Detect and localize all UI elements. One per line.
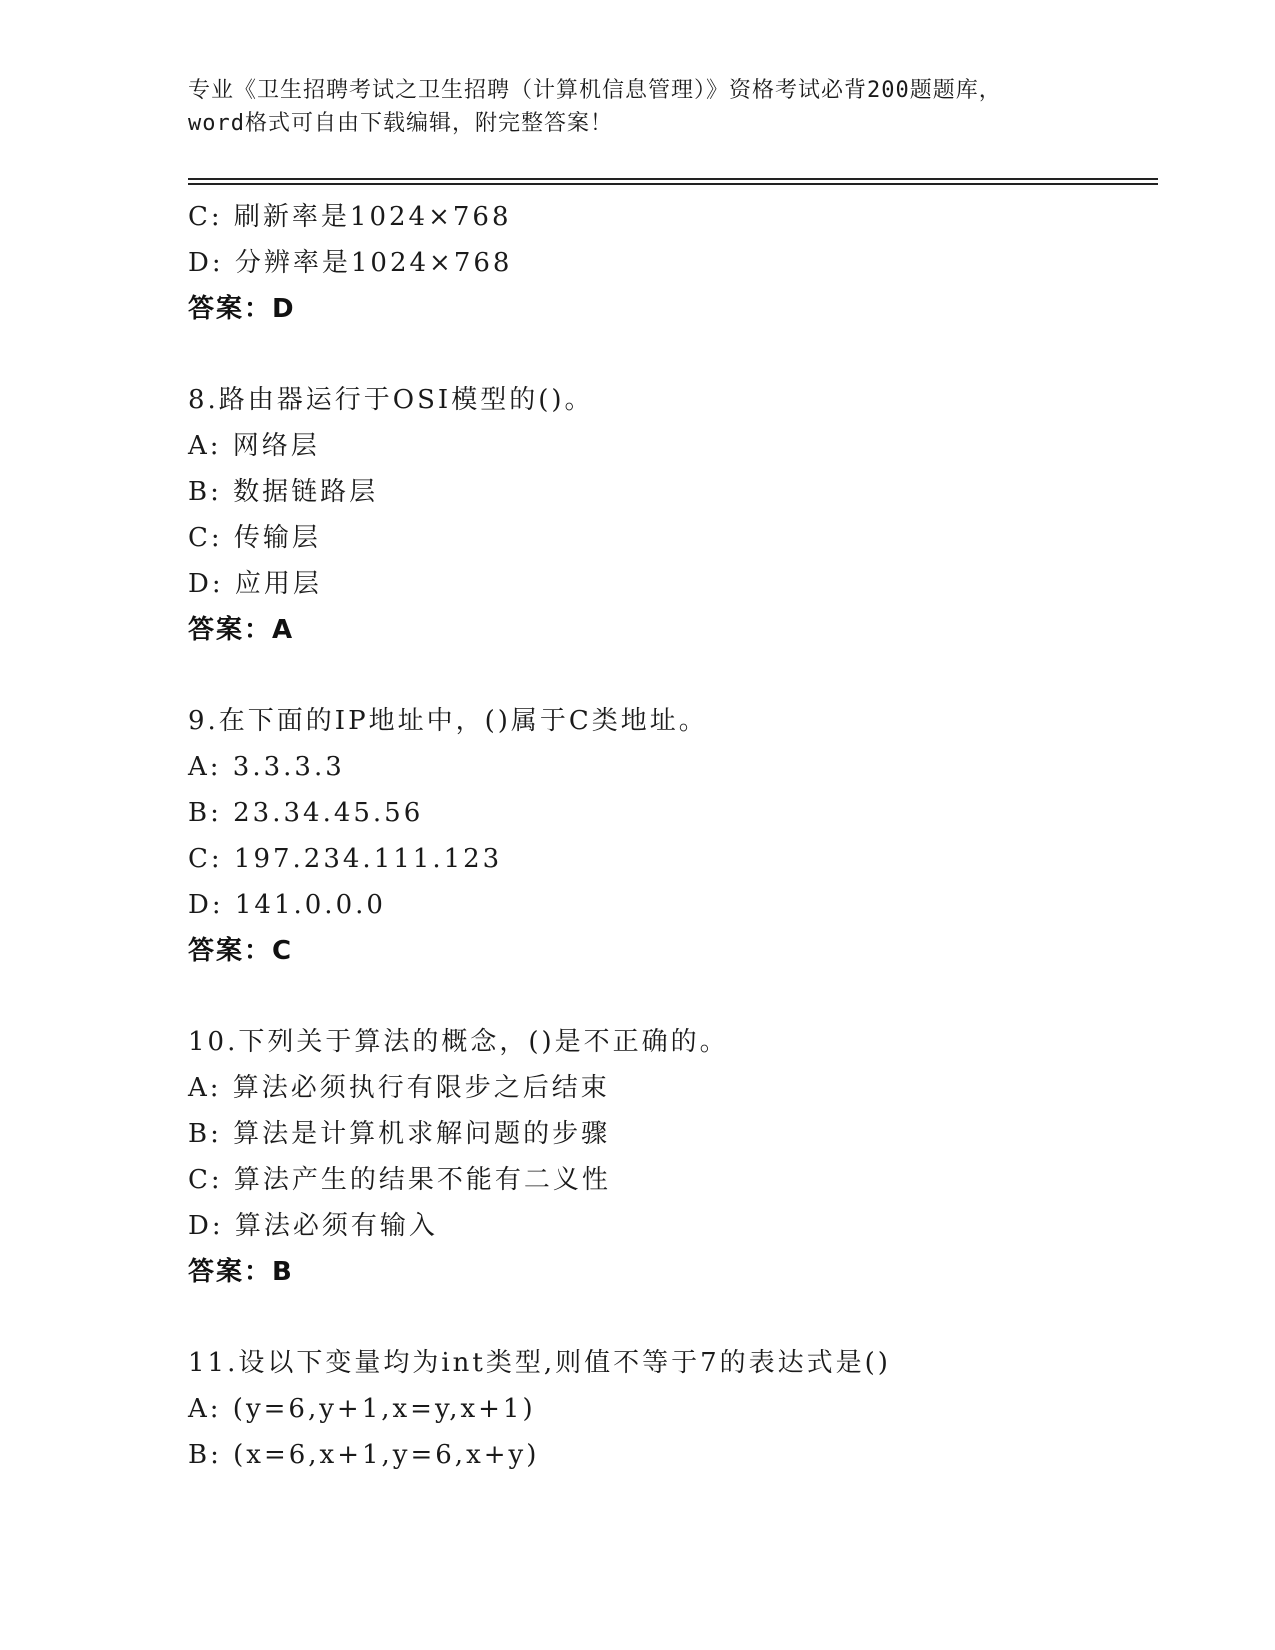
question-spacer: [188, 1295, 1168, 1340]
option-c: C: 197.234.111.123: [188, 844, 503, 874]
question-7-tail: [188, 194, 1168, 332]
question-10: [188, 1019, 1168, 1295]
question-spacer: [188, 653, 1168, 698]
option-a: A: (y=6,y+1,x=y,x+1): [188, 1394, 536, 1424]
option-a: A: 3.3.3.3: [188, 752, 345, 782]
option-a: A: 算法必须执行有限步之后结束: [188, 1073, 610, 1103]
option-b: B: (x=6,x+1,y=6,x+y): [188, 1440, 540, 1470]
header-divider-bottom: [188, 183, 1158, 185]
answer-line: 答案：B: [188, 1257, 294, 1287]
question-11: [188, 1340, 1168, 1478]
header-divider-top: [188, 178, 1158, 180]
option-d: D: 应用层: [188, 569, 322, 599]
question-stem: 9.在下面的IP地址中，()属于C类地址。: [188, 706, 708, 736]
option-b: B: 数据链路层: [188, 477, 379, 507]
header-line-1: 专业《卫生招聘考试之卫生招聘（计算机信息管理）》资格考试必背200题题库，: [188, 78, 1002, 103]
question-stem: 8.路由器运行于OSI模型的()。: [188, 385, 594, 415]
question-9: [188, 698, 1168, 974]
option-b: B: 算法是计算机求解问题的步骤: [188, 1119, 611, 1149]
answer-line: 答案：A: [188, 615, 295, 645]
answer-line: 答案：C: [188, 936, 294, 966]
answer-line: 答案：D: [188, 294, 296, 324]
option-d: D: 算法必须有输入: [188, 1211, 438, 1241]
option-a: A: 网络层: [188, 431, 320, 461]
option-d: D: 分辨率是1024×768: [188, 248, 513, 278]
question-list: [188, 194, 1168, 1478]
header-line-2: word格式可自由下载编辑，附完整答案！: [188, 111, 613, 136]
question-spacer: [188, 974, 1168, 1019]
option-d: D: 141.0.0.0: [188, 890, 386, 920]
question-spacer: [188, 332, 1168, 377]
option-c: C: 算法产生的结果不能有二义性: [188, 1165, 611, 1195]
option-c: C: 刷新率是1024×768: [188, 202, 512, 232]
question-8: [188, 377, 1168, 653]
question-stem: 10.下列关于算法的概念，()是不正确的。: [188, 1027, 729, 1057]
question-stem: 11.设以下变量均为int类型,则值不等于7的表达式是(): [188, 1348, 891, 1378]
option-b: B: 23.34.45.56: [188, 798, 424, 828]
option-c: C: 传输层: [188, 523, 321, 553]
document-header: [188, 74, 1088, 140]
